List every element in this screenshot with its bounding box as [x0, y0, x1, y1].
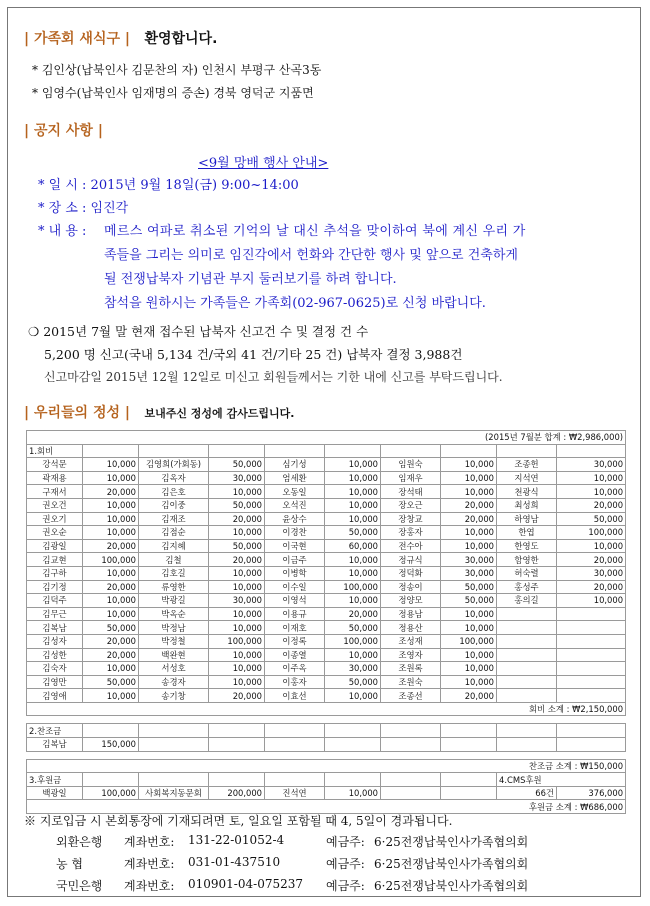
donation-amount: 10,000	[83, 471, 139, 485]
donor-name: 홍성주	[497, 580, 557, 594]
donation-amount: 10,000	[325, 458, 381, 472]
donation-amount: 20,000	[209, 512, 265, 526]
donor-name	[497, 689, 557, 703]
donation-amount: 10,000	[209, 662, 265, 676]
donation-amount: 10,000	[441, 526, 497, 540]
donor-name: 장석태	[381, 485, 441, 499]
donation-amount: 10,000	[441, 607, 497, 621]
account-number: 031-01-437510	[188, 855, 281, 869]
donor-name: 김복남	[27, 621, 83, 635]
account-number-label: 계좌번호:	[124, 857, 175, 871]
donor-name: 오석진	[265, 498, 325, 512]
table-row	[27, 539, 626, 553]
donation-amount: 10,000	[325, 498, 381, 512]
notice-content-line: 될 전쟁납북자 기념관 부지 둘러보기를 하려 합니다.	[104, 272, 397, 287]
donor-name: 전수아	[381, 539, 441, 553]
donor-name	[497, 621, 557, 635]
donor-name: 송기창	[139, 689, 209, 703]
donor-name: 사회복지동문회	[139, 786, 209, 800]
donor-name: 조영자	[381, 648, 441, 662]
donation-amount: 10,000	[325, 471, 381, 485]
donor-name: 최성희	[497, 498, 557, 512]
table-row	[27, 485, 626, 499]
table-row	[27, 634, 626, 648]
donor-name	[497, 607, 557, 621]
spacer-row	[27, 751, 626, 759]
donor-name: 이홍자	[265, 675, 325, 689]
table-total-row	[27, 431, 626, 445]
donor-name: 정덕화	[381, 566, 441, 580]
donation-amount: 20,000	[83, 634, 139, 648]
table-row	[27, 662, 626, 676]
donor-name: 조성재	[381, 634, 441, 648]
donor-name	[497, 648, 557, 662]
donation-amount	[209, 738, 265, 752]
donation-amount: 10,000	[325, 485, 381, 499]
donation-amount: 50,000	[209, 498, 265, 512]
donation-amount: 100,000	[209, 634, 265, 648]
donation-amount: 20,000	[209, 689, 265, 703]
category-row	[27, 773, 626, 787]
account-number: 010901-04-075237	[188, 877, 303, 891]
category-label: 3.후원금	[27, 773, 83, 787]
donor-name: 조원숙	[381, 675, 441, 689]
account-number-label: 계좌번호:	[124, 835, 175, 849]
section-title: | 가족회 새식구 |	[24, 31, 130, 47]
donation-amount: 30,000	[209, 471, 265, 485]
notice-content-line: 메르스 여파로 취소된 기억의 날 대신 추석을 맞이하여 북에 계신 우리 가	[104, 224, 526, 239]
report-line-1	[28, 322, 368, 340]
bullet-icon: ❍	[28, 324, 40, 339]
donation-amount: 10,000	[209, 580, 265, 594]
section-donations-heading	[24, 402, 294, 422]
donor-name: 김영만	[27, 675, 83, 689]
donor-name: 김광일	[27, 539, 83, 553]
donation-amount	[557, 634, 626, 648]
membership-subtotal: 회비 소계 : ₩2,150,000	[27, 702, 626, 716]
donor-name: 김철	[139, 553, 209, 567]
donor-name: 김성한	[27, 648, 83, 662]
notice-date	[38, 174, 299, 193]
donation-amount: 50,000	[325, 621, 381, 635]
donation-amount: 50,000	[325, 526, 381, 540]
donation-amount: 30,000	[325, 662, 381, 676]
donation-amount: 20,000	[83, 485, 139, 499]
donation-amount	[557, 662, 626, 676]
donation-amount	[557, 738, 626, 752]
donor-name: 하영남	[497, 512, 557, 526]
donation-amount: 10,000	[209, 648, 265, 662]
donor-name: 정용산	[381, 621, 441, 635]
account-holder: 6·25전쟁납북인사가족협의회	[374, 879, 529, 893]
table-row	[27, 471, 626, 485]
donation-amount: 50,000	[209, 458, 265, 472]
donation-amount	[557, 648, 626, 662]
donor-name: 김영희(가회동)	[139, 458, 209, 472]
donation-amount: 30,000	[209, 594, 265, 608]
notice-title: <9월 망배 행사 안내>	[198, 156, 329, 171]
donation-amount: 50,000	[83, 675, 139, 689]
donations-table	[26, 430, 626, 814]
notice-content-line: 족들을 그리는 의미로 임진각에서 헌화와 간단한 행사 및 앞으로 건축하게	[104, 248, 518, 263]
donation-amount: 50,000	[209, 539, 265, 553]
donor-name: 한엽	[497, 526, 557, 540]
donation-amount	[441, 738, 497, 752]
donor-name: 이영석	[265, 594, 325, 608]
donation-amount: 20,000	[209, 553, 265, 567]
donor-name: 천광식	[497, 485, 557, 499]
donor-name	[497, 634, 557, 648]
table-row	[27, 526, 626, 540]
donation-amount: 10,000	[83, 526, 139, 540]
category-label: 2.찬조금	[27, 724, 83, 738]
donation-amount: 10,000	[209, 485, 265, 499]
table-row	[27, 580, 626, 594]
donor-name: 김옥자	[139, 471, 209, 485]
table-row	[27, 458, 626, 472]
section-notice-heading	[24, 120, 103, 140]
donor-name: 김구하	[27, 566, 83, 580]
donation-amount: 20,000	[441, 689, 497, 703]
donation-amount: 10,000	[557, 485, 626, 499]
donor-name: 이용규	[265, 607, 325, 621]
donation-amount: 100,000	[325, 634, 381, 648]
donor-name: 김교현	[27, 553, 83, 567]
notice-content-label: * 내 용 :	[38, 224, 87, 239]
category-row	[27, 724, 626, 738]
donor-name: 조원록	[381, 662, 441, 676]
donor-name	[497, 738, 557, 752]
donation-amount: 10,000	[209, 526, 265, 540]
donor-name: 이정록	[265, 634, 325, 648]
donor-name: 백광일	[27, 786, 83, 800]
place-value: 임진각	[90, 201, 129, 216]
cms-amount: 376,000	[557, 786, 626, 800]
donor-name: 허숙렬	[497, 566, 557, 580]
cms-label: 4.CMS후원	[497, 773, 626, 787]
account-number: 131-22-01052-4	[188, 833, 285, 847]
donor-name	[497, 662, 557, 676]
bank-name: 농 협	[56, 857, 83, 871]
donation-amount: 100,000	[557, 526, 626, 540]
donation-amount: 20,000	[441, 498, 497, 512]
donor-name: 김무근	[27, 607, 83, 621]
subtotal-row	[27, 759, 626, 773]
donation-amount: 100,000	[83, 786, 139, 800]
table-row	[27, 594, 626, 608]
donation-amount	[325, 738, 381, 752]
donation-amount: 10,000	[83, 689, 139, 703]
donation-amount: 30,000	[557, 458, 626, 472]
donor-name: 김지혜	[139, 539, 209, 553]
donation-amount: 20,000	[441, 512, 497, 526]
donor-name: 함영한	[497, 553, 557, 567]
donor-name	[265, 738, 325, 752]
donation-amount: 10,000	[209, 566, 265, 580]
donation-amount: 20,000	[325, 607, 381, 621]
donor-name: 박광길	[139, 594, 209, 608]
donor-name: 박정남	[139, 621, 209, 635]
donor-name: 이재호	[265, 621, 325, 635]
donor-name: 서성호	[139, 662, 209, 676]
donation-amount: 10,000	[209, 675, 265, 689]
donor-name	[139, 738, 209, 752]
date-value: 2015년 9월 18일(금) 9:00~14:00	[90, 178, 299, 193]
donation-amount: 10,000	[557, 471, 626, 485]
donor-name: 이경찬	[265, 526, 325, 540]
donor-name: 곽재용	[27, 471, 83, 485]
bank-name: 국민은행	[56, 879, 103, 893]
donor-name: 박옥순	[139, 607, 209, 621]
donor-name	[497, 675, 557, 689]
donor-name: 권오순	[27, 526, 83, 540]
donor-name: 김은호	[139, 485, 209, 499]
donation-amount: 10,000	[441, 485, 497, 499]
sponsor-subtotal: 후원금 소계 : ₩686,000	[27, 800, 626, 814]
donor-name: 정용남	[381, 607, 441, 621]
donor-name: 오동일	[265, 485, 325, 499]
table-row	[27, 607, 626, 621]
report-line-2: 5,200 명 신고(국내 5,134 건/국외 41 건/기타 25 건) 납북자 결정 3,988건	[44, 347, 463, 362]
donor-name: 김복남	[27, 738, 83, 752]
donation-amount: 20,000	[83, 539, 139, 553]
donation-amount: 200,000	[209, 786, 265, 800]
donation-amount: 10,000	[441, 458, 497, 472]
donation-amount: 10,000	[325, 786, 381, 800]
table-row	[27, 648, 626, 662]
welcome-text: 환영합니다.	[144, 31, 218, 47]
donor-name: 김영애	[27, 689, 83, 703]
donation-amount: 10,000	[441, 471, 497, 485]
donor-name: 류영한	[139, 580, 209, 594]
giro-note: ※ 지로입금 시 본회통장에 기재되려면 토, 일요일 포함될 때 4, 5일이 경과됩니다.	[24, 814, 453, 828]
donation-amount: 10,000	[83, 566, 139, 580]
donation-amount	[557, 675, 626, 689]
donation-amount: 10,000	[557, 539, 626, 553]
new-member-2: * 임영수(납북인사 임재명의 증손) 경북 영덕군 지품면	[32, 86, 314, 100]
holder-label: 예금주:	[326, 879, 365, 893]
donor-name: 송경자	[139, 675, 209, 689]
donation-amount: 10,000	[83, 607, 139, 621]
donation-amount: 10,000	[325, 689, 381, 703]
donation-amount: 10,000	[209, 607, 265, 621]
category-label: 1.회비	[27, 444, 83, 458]
donation-amount: 50,000	[83, 621, 139, 635]
donation-amount: 50,000	[557, 512, 626, 526]
donation-amount: 50,000	[441, 580, 497, 594]
donor-name: 조종헌	[497, 458, 557, 472]
spacer-row	[27, 716, 626, 724]
donor-name: 이주옥	[265, 662, 325, 676]
donation-amount: 10,000	[83, 498, 139, 512]
donation-amount: 150,000	[83, 738, 139, 752]
donation-amount	[557, 689, 626, 703]
donor-name: 김재조	[139, 512, 209, 526]
table-row	[27, 621, 626, 635]
donation-amount: 50,000	[441, 594, 497, 608]
donor-name: 장홍자	[381, 526, 441, 540]
section-new-members-heading	[24, 28, 217, 48]
donor-name: 강석문	[27, 458, 83, 472]
donor-name	[381, 786, 441, 800]
report-line-3: 신고마감일 2015년 12월 12일로 미신고 회원들께서는 기한 내에 신고를 부탁드립니다.	[44, 370, 503, 384]
section-title: | 우리들의 정성 |	[24, 405, 130, 421]
donor-name: 권오기	[27, 512, 83, 526]
donation-amount: 100,000	[325, 580, 381, 594]
account-number-label: 계좌번호:	[124, 879, 175, 893]
donor-name: 지석연	[497, 471, 557, 485]
donor-name: 윤상수	[265, 512, 325, 526]
donor-name: 심기성	[265, 458, 325, 472]
donation-amount: 10,000	[325, 553, 381, 567]
table-row	[27, 566, 626, 580]
donor-name	[381, 738, 441, 752]
donor-name: 장오근	[381, 498, 441, 512]
donation-amount	[441, 786, 497, 800]
donation-amount: 10,000	[83, 594, 139, 608]
donor-name: 이국현	[265, 539, 325, 553]
table-row	[27, 738, 626, 752]
donor-name: 정규식	[381, 553, 441, 567]
donation-amount: 10,000	[83, 512, 139, 526]
donation-amount: 20,000	[83, 580, 139, 594]
donation-amount: 30,000	[441, 553, 497, 567]
donor-name: 김이중	[139, 498, 209, 512]
table-row	[27, 675, 626, 689]
date-label: * 일 시 :	[38, 178, 87, 193]
cms-count: 66건	[497, 786, 557, 800]
donation-amount: 10,000	[325, 594, 381, 608]
donation-amount: 100,000	[441, 634, 497, 648]
donation-amount: 10,000	[83, 662, 139, 676]
grand-total: (2015년 7월분 합계 : ₩2,986,000)	[27, 431, 626, 445]
donation-amount: 100,000	[83, 553, 139, 567]
donor-name: 이종열	[265, 648, 325, 662]
donor-name: 홍의길	[497, 594, 557, 608]
donor-name: 김숙자	[27, 662, 83, 676]
place-label: * 장 소 :	[38, 201, 87, 216]
holder-label: 예금주:	[326, 835, 365, 849]
table-row	[27, 786, 626, 800]
donor-name: 이금주	[265, 553, 325, 567]
donor-name: 한영도	[497, 539, 557, 553]
donor-name: 김덕주	[27, 594, 83, 608]
donor-name: 김성자	[27, 634, 83, 648]
donor-name: 김호길	[139, 566, 209, 580]
donor-name: 박정철	[139, 634, 209, 648]
donor-name: 임원숙	[381, 458, 441, 472]
holder-label: 예금주:	[326, 857, 365, 871]
donor-name: 정송이	[381, 580, 441, 594]
donation-amount: 10,000	[441, 539, 497, 553]
donation-amount: 10,000	[441, 662, 497, 676]
donor-name: 권오건	[27, 498, 83, 512]
notice-content-line: 참석을 원하시는 가족들은 가족회(02-967-0625)로 신청 바랍니다.	[104, 296, 486, 311]
donation-amount: 10,000	[325, 648, 381, 662]
notice-place	[38, 197, 128, 216]
donation-amount: 10,000	[441, 621, 497, 635]
report-text: 2015년 7월 말 현재 접수된 납북자 신고건 수 및 결정 건 수	[43, 324, 369, 339]
donation-amount: 20,000	[83, 648, 139, 662]
donor-name: 이수일	[265, 580, 325, 594]
donor-name: 진석연	[265, 786, 325, 800]
donor-name: 조종선	[381, 689, 441, 703]
account-holder: 6·25전쟁납북인사가족협의회	[374, 857, 529, 871]
donation-amount: 20,000	[557, 553, 626, 567]
donation-amount: 20,000	[557, 580, 626, 594]
donor-name: 이효선	[265, 689, 325, 703]
section-title: | 공지 사항 |	[24, 123, 103, 139]
table-row	[27, 498, 626, 512]
donor-name: 임재우	[381, 471, 441, 485]
donor-name: 장창교	[381, 512, 441, 526]
donor-name: 백완현	[139, 648, 209, 662]
donor-name: 김기정	[27, 580, 83, 594]
bank-name: 외환은행	[56, 835, 103, 849]
donor-name: 엄세환	[265, 471, 325, 485]
donation-amount	[557, 621, 626, 635]
donation-amount	[557, 607, 626, 621]
donor-name: 정양모	[381, 594, 441, 608]
donation-amount: 10,000	[441, 648, 497, 662]
donation-amount: 20,000	[557, 498, 626, 512]
donation-amount: 30,000	[441, 566, 497, 580]
donation-amount: 10,000	[325, 512, 381, 526]
support-subtotal: 찬조금 소계 : ₩150,000	[27, 759, 626, 773]
donor-name: 김점순	[139, 526, 209, 540]
donor-name: 이병학	[265, 566, 325, 580]
donation-amount: 10,000	[325, 566, 381, 580]
table-row	[27, 553, 626, 567]
donation-amount: 10,000	[441, 675, 497, 689]
donation-amount: 60,000	[325, 539, 381, 553]
donation-amount: 10,000	[557, 594, 626, 608]
category-row	[27, 444, 626, 458]
section-subtitle: 보내주신 정성에 감사드립니다.	[144, 407, 295, 420]
donation-amount: 10,000	[209, 621, 265, 635]
table-row	[27, 512, 626, 526]
donation-amount: 30,000	[557, 566, 626, 580]
new-member-1: * 김인상(납북인사 김문찬의 자) 인천시 부평구 산곡3동	[32, 63, 322, 77]
account-holder: 6·25전쟁납북인사가족협의회	[374, 835, 529, 849]
subtotal-row	[27, 702, 626, 716]
donation-amount: 50,000	[325, 675, 381, 689]
donation-amount: 10,000	[83, 458, 139, 472]
donor-name: 구재서	[27, 485, 83, 499]
table-row	[27, 689, 626, 703]
